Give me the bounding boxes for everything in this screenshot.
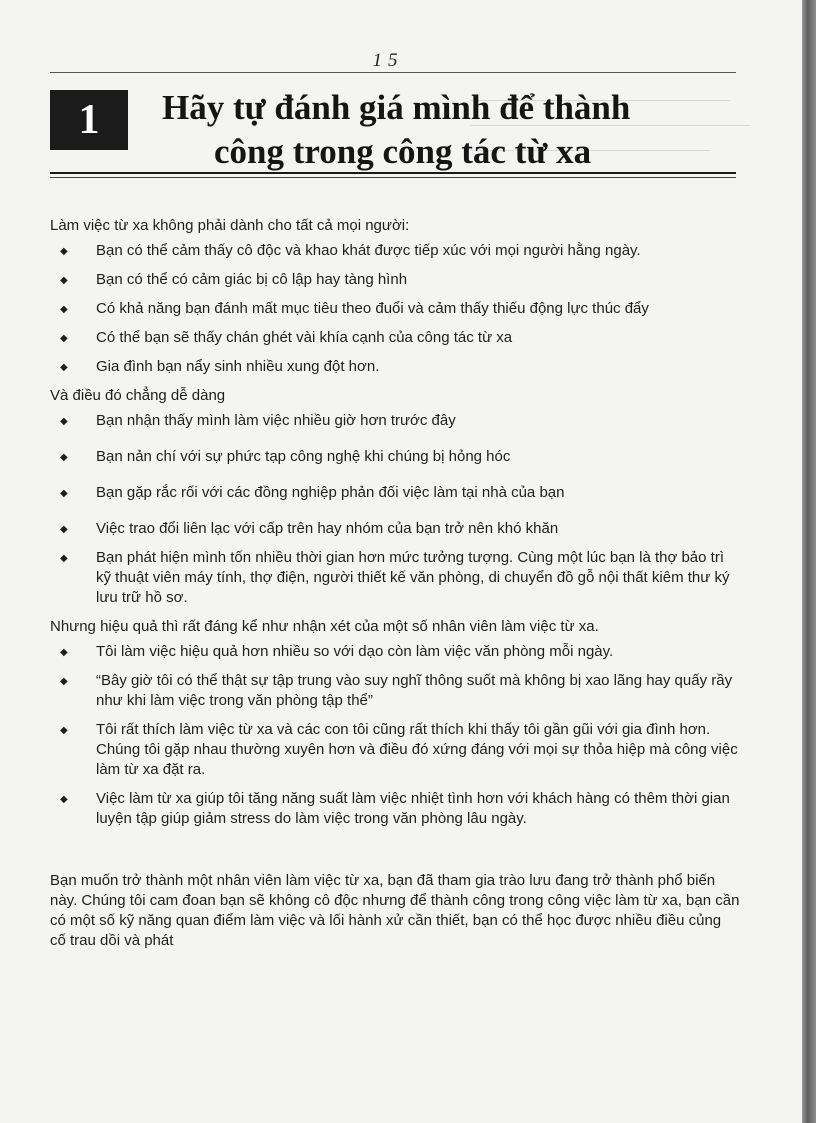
- list-item: ◆ Việc trao đổi liên lạc với cấp trên hay nhóm của bạn trở nên khó khăn: [50, 519, 740, 539]
- diamond-bullet-icon: ◆: [60, 333, 68, 344]
- list-item: ◆ Có thể bạn sẽ thấy chán ghét vài khía cạnh của công tác từ xa: [50, 328, 740, 348]
- diamond-bullet-icon: ◆: [60, 304, 68, 315]
- chapter-number-badge: 1: [50, 90, 128, 150]
- page-number: 15: [372, 50, 404, 71]
- list-item: ◆ Bạn có thể cảm thấy cô độc và khao khát được tiếp xúc với mọi người hằng ngày.: [50, 241, 740, 261]
- list-item: ◆ Bạn nản chí với sự phức tạp công nghệ khi chúng bị hỏng hóc: [50, 447, 740, 467]
- diamond-bullet-icon: ◆: [60, 725, 68, 736]
- section1-list: [50, 241, 740, 377]
- list-item: ◆ Bạn có thể có cảm giác bị cô lập hay tàng hình: [50, 270, 740, 290]
- section3-intro: Nhưng hiệu quả thì rất đáng kể như nhận xét của một số nhân viên làm việc từ xa.: [50, 618, 599, 635]
- chapter-title-line1: Hãy tự đánh giá mình để thành: [162, 88, 631, 127]
- chapter-title-line2: công trong công tác từ xa: [214, 132, 592, 171]
- list-item: ◆ Tôi làm việc hiệu quả hơn nhiều so với dạo còn làm việc văn phòng mỗi ngày.: [50, 642, 740, 662]
- list-item: ◆ Gia đình bạn nẩy sinh nhiều xung đột hơn.: [50, 357, 740, 377]
- diamond-bullet-icon: ◆: [60, 246, 68, 257]
- list-item: ◆ Việc làm từ xa giúp tôi tăng năng suất làm việc nhiệt tình hơn với khách hàng có thêm thời gian luyện tập giúp giảm stress do làm việc trong văn phòng lâu ngày.: [60, 790, 730, 827]
- list-item: ◆ Bạn nhận thấy mình làm việc nhiều giờ hơn trước đây: [50, 411, 740, 431]
- chapter-title: [140, 86, 740, 174]
- diamond-bullet-icon: ◆: [60, 647, 68, 658]
- page-edge-shadow: [802, 0, 816, 1123]
- list-item: ◆ Bạn gặp rắc rối với các đồng nghiệp phản đối việc làm tại nhà của bạn: [50, 483, 740, 503]
- diamond-bullet-icon: ◆: [60, 488, 68, 499]
- section3-list: [50, 642, 740, 829]
- section1-intro: Làm việc từ xa không phải dành cho tất cả mọi người:: [50, 217, 410, 234]
- diamond-bullet-icon: ◆: [60, 676, 68, 687]
- title-rule: [50, 172, 736, 178]
- diamond-bullet-icon: ◆: [60, 452, 68, 463]
- section2-intro: Và điều đó chẳng dễ dàng: [50, 387, 226, 404]
- list-item: ◆ “Bây giờ tôi có thể thật sự tập trung vào suy nghĩ thông suốt mà không bị xao lãng hay quấy rầy như khi làm việc trong văn phòng tập thể”: [60, 672, 733, 709]
- diamond-bullet-icon: ◆: [60, 275, 68, 286]
- list-item: ◆ Có khả năng bạn đánh mất mục tiêu theo đuổi và cảm thấy thiếu động lực thúc đẩy: [50, 299, 740, 319]
- list-item: ◆ Bạn phát hiện mình tốn nhiều thời gian hơn mức tưởng tượng. Cùng một lúc bạn là thợ bảo trì kỹ thuật viên máy tính, thợ điện, người thiết kế văn phòng, di chuyển đồ gỗ nội thất kiêm thư ký lưu trữ hồ sơ.: [60, 549, 730, 606]
- body-text: [50, 216, 740, 951]
- diamond-bullet-icon: ◆: [60, 524, 68, 535]
- diamond-bullet-icon: ◆: [60, 553, 68, 564]
- list-item: ◆ Tôi rất thích làm việc từ xa và các con tôi cũng rất thích khi thấy tôi gần gũi với gia đình hơn. Chúng tôi gặp nhau thường xuyên hơn và điều đó xứng đáng với mọi sự thỏa hiệp mà công việc làm từ xa đặt ra.: [60, 721, 738, 778]
- diamond-bullet-icon: ◆: [60, 794, 68, 805]
- diamond-bullet-icon: ◆: [60, 416, 68, 427]
- header-rule: [50, 72, 736, 73]
- section2-list: [50, 411, 740, 608]
- diamond-bullet-icon: ◆: [60, 362, 68, 373]
- closing-paragraph: Bạn muốn trở thành một nhân viên làm việc từ xa, bạn đã tham gia trào lưu đang trở thành phổ biến này. Chúng tôi cam đoan bạn sẽ không cô độc nhưng để thành công trong công việc làm từ xa, bạn cần có một số kỹ năng quan điểm làm việc và lối hành xử cần thiết, bạn có thể học được nhiều điều củng cố trau dồi và phát: [50, 872, 740, 949]
